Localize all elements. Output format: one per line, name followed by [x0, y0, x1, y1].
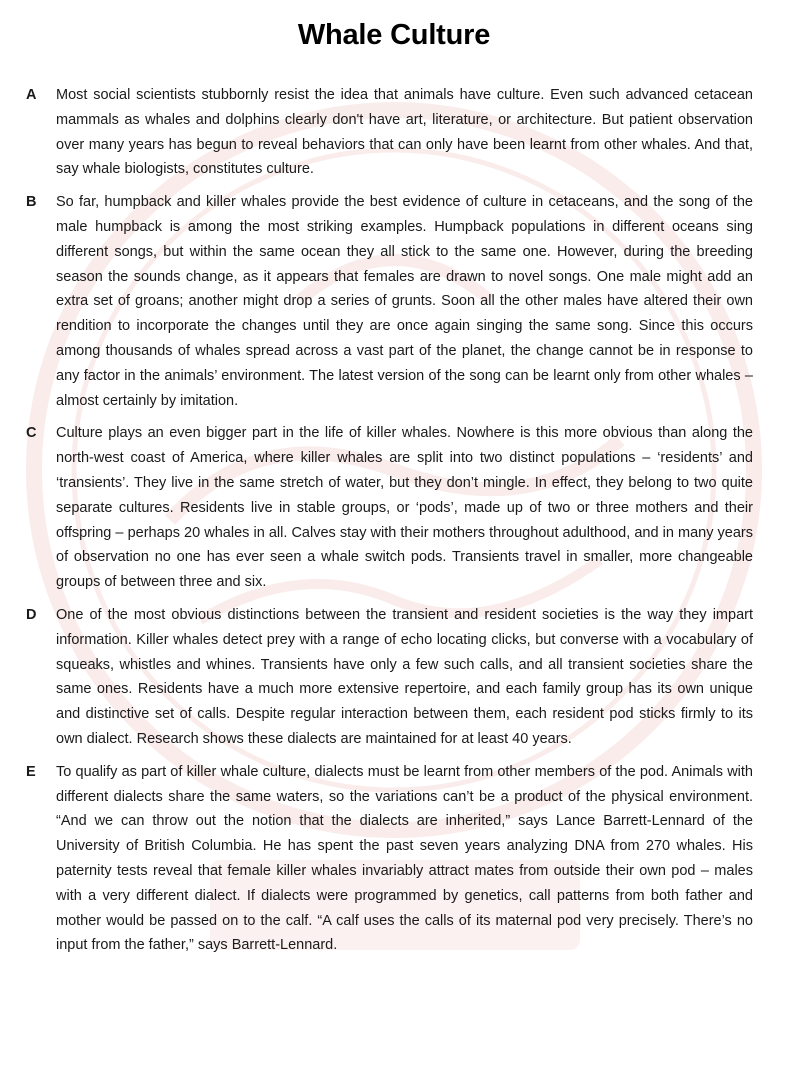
section-letter: D [26, 606, 37, 623]
section-letter: B [26, 194, 37, 211]
section-list [0, 83, 788, 958]
section-letter: A [26, 87, 37, 103]
section-paragraph: So far, humpback and killer whales provide the best evidence of culture in cetaceans, and the song of the male humpback is among the most striking examples. Humpback populations in different oceans sing different songs, but within the same ocean they all stick to the same one. However, during the breeding season the sounds change, as it appears that females are drawn to novel songs. One male might add an extra set of groans; another might drop a series of grunts. Soon all the other males have altered their own rendition to incorporate the changes until they are once again singing the same song. Since this occurs among thousands of whales spread across a vast part of the planet, the change cannot be in response to any factor in the animals’ environment. The latest version of the song can be learnt only from other whales – almost certainly by imitation. [56, 194, 753, 409]
section-paragraph: Culture plays an even bigger part in the life of killer whales. Nowhere is this more obvious than along the north-west coast of America, where killer whales are split into two distinct populations – ‘residents’ and ‘transients’. They live in the same stretch of water, but they don’t mingle. In effect, they belong to two quite separate cultures. Residents live in stable groups, or ‘pods’, made up of two or three mothers and their offspring – perhaps 20 whales in all. Calves stay with their mothers throughout adulthood, and in many years of observation no one has ever seen a whale switch pods. Transients travel in smaller, more changeable groups of between three and six. [56, 425, 753, 591]
section-d [0, 603, 788, 752]
section-paragraph: Most social scientists stubbornly resist the idea that animals have culture. Even such advanced cetacean mammals as whales and dolphins clearly don't have art, literature, or architecture. But patient observation over many years has begun to reveal behaviors that can only have been learnt from other whales. And that, say whale biologists, constitutes culture. [56, 87, 753, 178]
section-letter: E [26, 763, 36, 780]
section-letter: C [26, 425, 37, 442]
section-a [0, 83, 788, 182]
section-c [0, 421, 788, 595]
section-e [0, 760, 788, 958]
section-paragraph: One of the most obvious distinctions between the transient and resident societies is the way they impart information. Killer whales detect prey with a range of echo locating clicks, but converse with a vocabulary of squeaks, whistles and whines. Transients have only a few such calls, and all transient societies share the same ones. Residents have a much more extensive repertoire, and each family group has its own unique and distinctive set of calls. Despite regular interaction between them, each resident pod sticks firmly to its own dialect. Research shows these dialects are maintained for at least 40 years. [56, 606, 753, 747]
section-paragraph: To qualify as part of killer whale culture, dialects must be learnt from other members of the pod. Animals with different dialects share the same waters, so the variations can’t be a product of the physical environment. “And we can throw out the notion that the dialects are inherited,” says Lance Barrett-Lennard of the University of British Columbia. He has spent the past seven years analyzing DNA from 270 whales. His paternity tests reveal that female killer whales invariably attract mates from outside their own pod – males with a very different dialect. If dialects were programmed by genetics, call patterns from both father and mother would be passed on to the calf. “A calf uses the calls of its maternal pod very precisely. There’s no input from the father,” says Barrett-Lennard. [56, 763, 753, 954]
section-b [0, 190, 788, 413]
page-title: Whale Culture [297, 19, 491, 51]
